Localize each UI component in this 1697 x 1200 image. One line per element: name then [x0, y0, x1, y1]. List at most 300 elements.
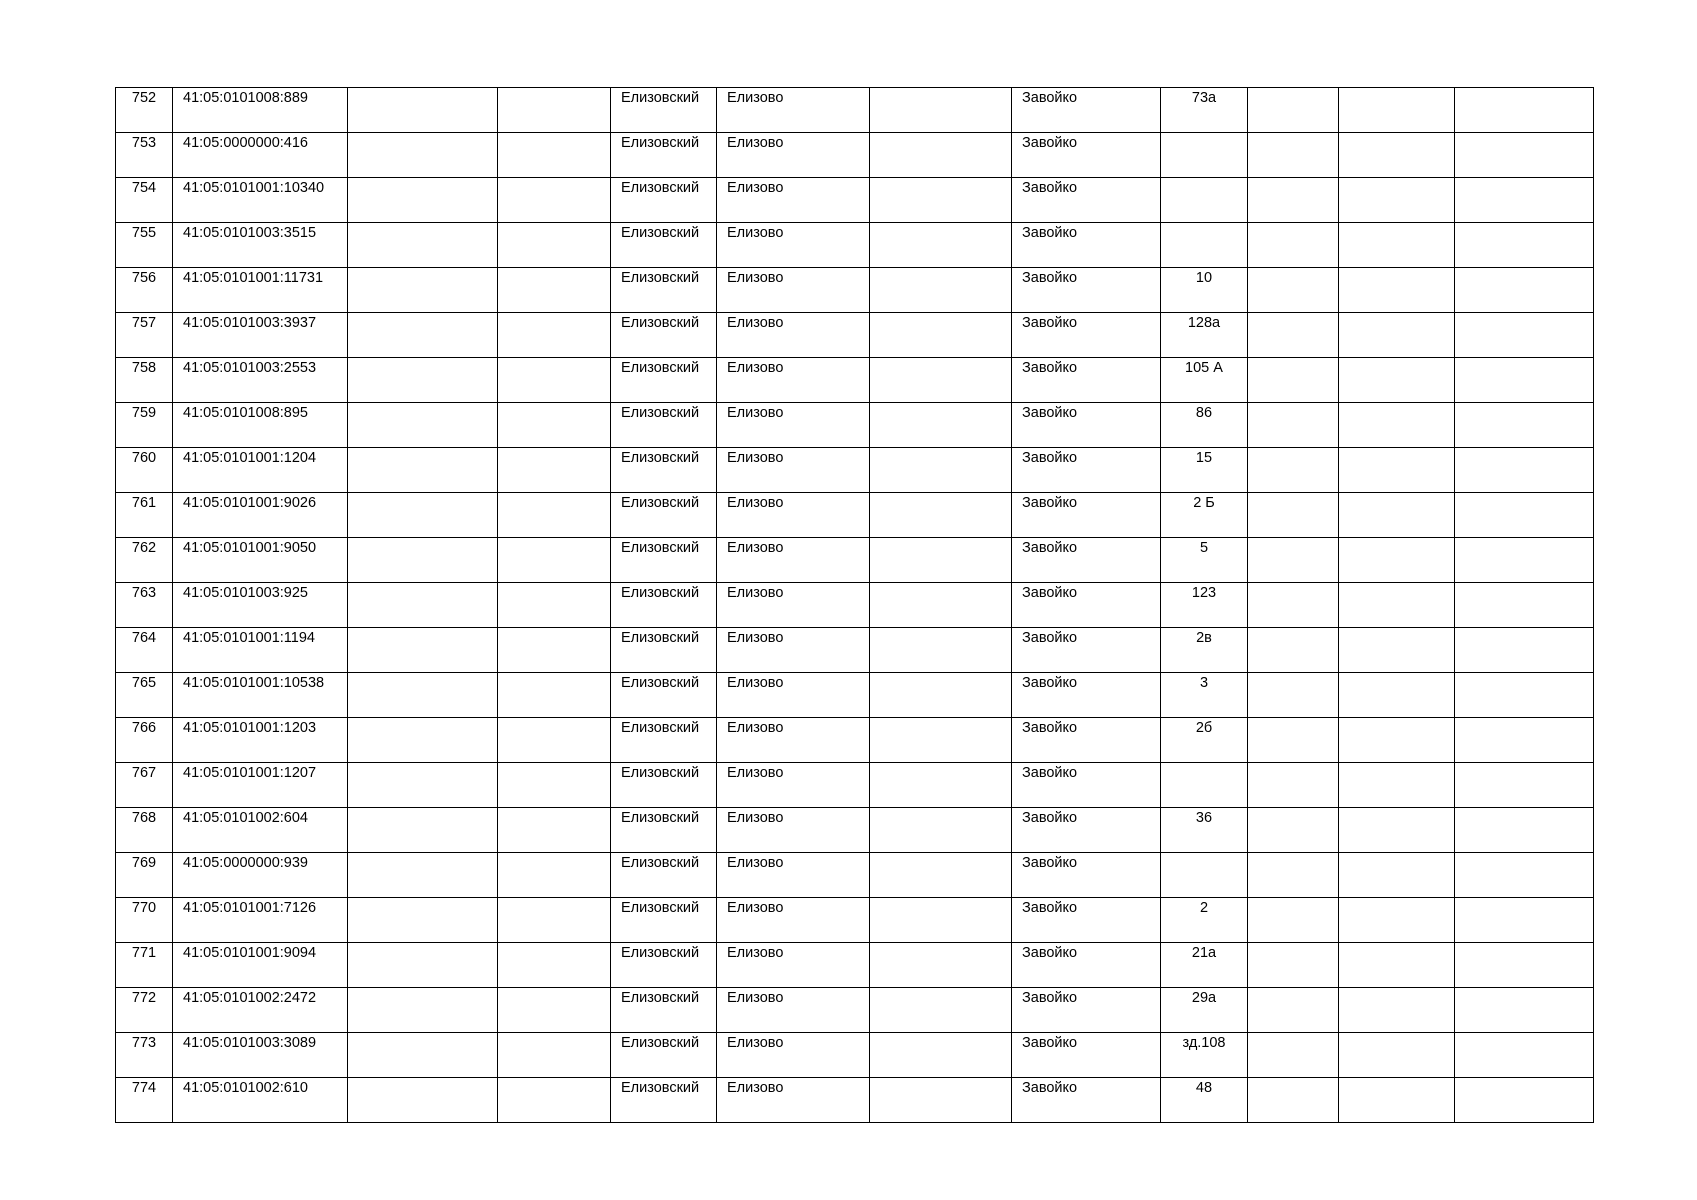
- empty-cell: [1248, 178, 1339, 223]
- empty-cell: [1248, 673, 1339, 718]
- town-cell: Елизово: [717, 628, 870, 673]
- town-cell: Елизово: [717, 178, 870, 223]
- cadastral-number-cell: 41:05:0101001:7126: [173, 898, 348, 943]
- cadastral-number-cell: 41:05:0101001:9026: [173, 493, 348, 538]
- empty-cell: [1248, 403, 1339, 448]
- town-cell: Елизово: [717, 583, 870, 628]
- house-number-cell: 105 А: [1161, 358, 1248, 403]
- row-number-cell: 770: [116, 898, 173, 943]
- empty-cell: [498, 763, 611, 808]
- district-cell: Елизовский: [611, 538, 717, 583]
- empty-cell: [1248, 988, 1339, 1033]
- street-cell: Завойко: [1012, 268, 1161, 313]
- empty-cell: [1339, 763, 1455, 808]
- empty-cell: [348, 853, 498, 898]
- town-cell: Елизово: [717, 448, 870, 493]
- house-number-cell: 21а: [1161, 943, 1248, 988]
- table-row: [116, 313, 1594, 358]
- empty-cell: [1455, 403, 1594, 448]
- empty-cell: [870, 853, 1012, 898]
- row-number-cell: 766: [116, 718, 173, 763]
- cadastral-number-cell: 41:05:0000000:939: [173, 853, 348, 898]
- house-number-cell: 2: [1161, 898, 1248, 943]
- table-row: [116, 763, 1594, 808]
- town-cell: Елизово: [717, 88, 870, 133]
- empty-cell: [870, 673, 1012, 718]
- empty-cell: [348, 763, 498, 808]
- table-row: [116, 1078, 1594, 1123]
- empty-cell: [1339, 1033, 1455, 1078]
- empty-cell: [870, 583, 1012, 628]
- empty-cell: [1455, 538, 1594, 583]
- district-cell: Елизовский: [611, 718, 717, 763]
- house-number-cell: [1161, 763, 1248, 808]
- town-cell: Елизово: [717, 808, 870, 853]
- empty-cell: [498, 178, 611, 223]
- street-cell: Завойко: [1012, 718, 1161, 763]
- empty-cell: [1248, 358, 1339, 403]
- cadastral-number-cell: 41:05:0101001:9094: [173, 943, 348, 988]
- house-number-cell: [1161, 178, 1248, 223]
- district-cell: Елизовский: [611, 808, 717, 853]
- house-number-cell: 10: [1161, 268, 1248, 313]
- district-cell: Елизовский: [611, 583, 717, 628]
- row-number-cell: 763: [116, 583, 173, 628]
- town-cell: Елизово: [717, 358, 870, 403]
- empty-cell: [1455, 313, 1594, 358]
- empty-cell: [870, 943, 1012, 988]
- table-row: [116, 178, 1594, 223]
- table-row: [116, 358, 1594, 403]
- empty-cell: [1339, 718, 1455, 763]
- empty-cell: [348, 808, 498, 853]
- house-number-cell: 2б: [1161, 718, 1248, 763]
- house-number-cell: 128а: [1161, 313, 1248, 358]
- empty-cell: [498, 988, 611, 1033]
- street-cell: Завойко: [1012, 403, 1161, 448]
- registry-table-body: [116, 88, 1594, 1123]
- table-row: [116, 223, 1594, 268]
- table-row: [116, 583, 1594, 628]
- district-cell: Елизовский: [611, 358, 717, 403]
- empty-cell: [1248, 943, 1339, 988]
- empty-cell: [1339, 628, 1455, 673]
- cadastral-number-cell: 41:05:0101003:925: [173, 583, 348, 628]
- empty-cell: [1248, 583, 1339, 628]
- town-cell: Елизово: [717, 763, 870, 808]
- empty-cell: [1455, 628, 1594, 673]
- empty-cell: [1248, 898, 1339, 943]
- district-cell: Елизовский: [611, 133, 717, 178]
- empty-cell: [348, 718, 498, 763]
- street-cell: Завойко: [1012, 763, 1161, 808]
- cadastral-number-cell: 41:05:0101001:10538: [173, 673, 348, 718]
- empty-cell: [870, 718, 1012, 763]
- empty-cell: [1339, 403, 1455, 448]
- table-row: [116, 718, 1594, 763]
- empty-cell: [498, 1033, 611, 1078]
- table-row: [116, 403, 1594, 448]
- district-cell: Елизовский: [611, 493, 717, 538]
- empty-cell: [1339, 268, 1455, 313]
- district-cell: Елизовский: [611, 1078, 717, 1123]
- district-cell: Елизовский: [611, 313, 717, 358]
- cadastral-number-cell: 41:05:0101001:1194: [173, 628, 348, 673]
- district-cell: Елизовский: [611, 88, 717, 133]
- empty-cell: [348, 88, 498, 133]
- cadastral-number-cell: 41:05:0101002:604: [173, 808, 348, 853]
- town-cell: Елизово: [717, 853, 870, 898]
- row-number-cell: 758: [116, 358, 173, 403]
- district-cell: Елизовский: [611, 178, 717, 223]
- empty-cell: [498, 448, 611, 493]
- house-number-cell: 123: [1161, 583, 1248, 628]
- empty-cell: [870, 313, 1012, 358]
- cadastral-number-cell: 41:05:0000000:416: [173, 133, 348, 178]
- empty-cell: [348, 943, 498, 988]
- empty-cell: [1248, 448, 1339, 493]
- empty-cell: [498, 718, 611, 763]
- empty-cell: [1248, 718, 1339, 763]
- district-cell: Елизовский: [611, 898, 717, 943]
- empty-cell: [1248, 763, 1339, 808]
- street-cell: Завойко: [1012, 133, 1161, 178]
- cadastral-number-cell: 41:05:0101003:3089: [173, 1033, 348, 1078]
- empty-cell: [1339, 673, 1455, 718]
- empty-cell: [1339, 538, 1455, 583]
- table-row: [116, 673, 1594, 718]
- empty-cell: [498, 358, 611, 403]
- table-row: [116, 808, 1594, 853]
- table-row: [116, 853, 1594, 898]
- empty-cell: [1248, 88, 1339, 133]
- table-row: [116, 943, 1594, 988]
- cadastral-number-cell: 41:05:0101001:1207: [173, 763, 348, 808]
- empty-cell: [1339, 583, 1455, 628]
- town-cell: Елизово: [717, 898, 870, 943]
- town-cell: Елизово: [717, 943, 870, 988]
- empty-cell: [1339, 988, 1455, 1033]
- empty-cell: [870, 403, 1012, 448]
- town-cell: Елизово: [717, 403, 870, 448]
- house-number-cell: 15: [1161, 448, 1248, 493]
- empty-cell: [1248, 1078, 1339, 1123]
- empty-cell: [498, 493, 611, 538]
- empty-cell: [1339, 313, 1455, 358]
- empty-cell: [1455, 1033, 1594, 1078]
- cadastral-number-cell: 41:05:0101001:1203: [173, 718, 348, 763]
- empty-cell: [1455, 898, 1594, 943]
- town-cell: Елизово: [717, 718, 870, 763]
- empty-cell: [1248, 493, 1339, 538]
- empty-cell: [1455, 673, 1594, 718]
- street-cell: Завойко: [1012, 943, 1161, 988]
- street-cell: Завойко: [1012, 898, 1161, 943]
- row-number-cell: 768: [116, 808, 173, 853]
- town-cell: Елизово: [717, 988, 870, 1033]
- cadastral-number-cell: 41:05:0101003:3515: [173, 223, 348, 268]
- house-number-cell: 5: [1161, 538, 1248, 583]
- empty-cell: [1455, 763, 1594, 808]
- empty-cell: [1339, 808, 1455, 853]
- empty-cell: [498, 583, 611, 628]
- house-number-cell: 36: [1161, 808, 1248, 853]
- empty-cell: [348, 898, 498, 943]
- row-number-cell: 764: [116, 628, 173, 673]
- empty-cell: [1248, 853, 1339, 898]
- street-cell: Завойко: [1012, 628, 1161, 673]
- house-number-cell: [1161, 133, 1248, 178]
- empty-cell: [498, 808, 611, 853]
- empty-cell: [1339, 133, 1455, 178]
- cadastral-number-cell: 41:05:0101001:1204: [173, 448, 348, 493]
- table-row: [116, 1033, 1594, 1078]
- empty-cell: [1339, 448, 1455, 493]
- empty-cell: [348, 403, 498, 448]
- row-number-cell: 760: [116, 448, 173, 493]
- empty-cell: [1455, 88, 1594, 133]
- empty-cell: [498, 268, 611, 313]
- table-row: [116, 448, 1594, 493]
- empty-cell: [498, 943, 611, 988]
- empty-cell: [498, 88, 611, 133]
- empty-cell: [1339, 853, 1455, 898]
- empty-cell: [1455, 808, 1594, 853]
- table-row: [116, 88, 1594, 133]
- empty-cell: [348, 448, 498, 493]
- empty-cell: [1455, 133, 1594, 178]
- house-number-cell: 86: [1161, 403, 1248, 448]
- empty-cell: [870, 1033, 1012, 1078]
- empty-cell: [1248, 808, 1339, 853]
- district-cell: Елизовский: [611, 1033, 717, 1078]
- cadastral-number-cell: 41:05:0101002:610: [173, 1078, 348, 1123]
- street-cell: Завойко: [1012, 808, 1161, 853]
- empty-cell: [1455, 358, 1594, 403]
- empty-cell: [348, 673, 498, 718]
- street-cell: Завойко: [1012, 583, 1161, 628]
- house-number-cell: [1161, 223, 1248, 268]
- empty-cell: [1248, 628, 1339, 673]
- cadastral-number-cell: 41:05:0101002:2472: [173, 988, 348, 1033]
- registry-table: [115, 87, 1594, 1123]
- empty-cell: [498, 1078, 611, 1123]
- table-row: [116, 898, 1594, 943]
- house-number-cell: 48: [1161, 1078, 1248, 1123]
- empty-cell: [348, 628, 498, 673]
- table-row: [116, 493, 1594, 538]
- cadastral-number-cell: 41:05:0101003:2553: [173, 358, 348, 403]
- town-cell: Елизово: [717, 313, 870, 358]
- row-number-cell: 756: [116, 268, 173, 313]
- row-number-cell: 772: [116, 988, 173, 1033]
- house-number-cell: 3: [1161, 673, 1248, 718]
- street-cell: Завойко: [1012, 178, 1161, 223]
- street-cell: Завойко: [1012, 223, 1161, 268]
- empty-cell: [1455, 943, 1594, 988]
- empty-cell: [498, 403, 611, 448]
- row-number-cell: 761: [116, 493, 173, 538]
- street-cell: Завойко: [1012, 358, 1161, 403]
- district-cell: Елизовский: [611, 628, 717, 673]
- empty-cell: [1455, 223, 1594, 268]
- town-cell: Елизово: [717, 538, 870, 583]
- empty-cell: [1248, 223, 1339, 268]
- empty-cell: [348, 988, 498, 1033]
- row-number-cell: 767: [116, 763, 173, 808]
- empty-cell: [1455, 718, 1594, 763]
- row-number-cell: 753: [116, 133, 173, 178]
- empty-cell: [1339, 898, 1455, 943]
- empty-cell: [1455, 1078, 1594, 1123]
- house-number-cell: 2 Б: [1161, 493, 1248, 538]
- district-cell: Елизовский: [611, 673, 717, 718]
- street-cell: Завойко: [1012, 1033, 1161, 1078]
- empty-cell: [348, 358, 498, 403]
- empty-cell: [348, 313, 498, 358]
- town-cell: Елизово: [717, 223, 870, 268]
- empty-cell: [498, 133, 611, 178]
- table-row: [116, 268, 1594, 313]
- table-row: [116, 628, 1594, 673]
- empty-cell: [870, 898, 1012, 943]
- empty-cell: [1248, 268, 1339, 313]
- empty-cell: [1248, 133, 1339, 178]
- cadastral-number-cell: 41:05:0101001:9050: [173, 538, 348, 583]
- empty-cell: [870, 223, 1012, 268]
- empty-cell: [348, 178, 498, 223]
- table-row: [116, 538, 1594, 583]
- street-cell: Завойко: [1012, 853, 1161, 898]
- empty-cell: [1339, 358, 1455, 403]
- street-cell: Завойко: [1012, 988, 1161, 1033]
- house-number-cell: зд.108: [1161, 1033, 1248, 1078]
- row-number-cell: 757: [116, 313, 173, 358]
- empty-cell: [1248, 538, 1339, 583]
- empty-cell: [1455, 178, 1594, 223]
- district-cell: Елизовский: [611, 988, 717, 1033]
- empty-cell: [870, 988, 1012, 1033]
- street-cell: Завойко: [1012, 1078, 1161, 1123]
- street-cell: Завойко: [1012, 448, 1161, 493]
- empty-cell: [1339, 223, 1455, 268]
- empty-cell: [1339, 493, 1455, 538]
- empty-cell: [1455, 448, 1594, 493]
- empty-cell: [870, 1078, 1012, 1123]
- row-number-cell: 774: [116, 1078, 173, 1123]
- cadastral-number-cell: 41:05:0101003:3937: [173, 313, 348, 358]
- row-number-cell: 762: [116, 538, 173, 583]
- empty-cell: [870, 178, 1012, 223]
- town-cell: Елизово: [717, 133, 870, 178]
- empty-cell: [348, 493, 498, 538]
- row-number-cell: 754: [116, 178, 173, 223]
- house-number-cell: 29а: [1161, 988, 1248, 1033]
- empty-cell: [348, 1078, 498, 1123]
- empty-cell: [348, 1033, 498, 1078]
- row-number-cell: 752: [116, 88, 173, 133]
- cadastral-number-cell: 41:05:0101008:895: [173, 403, 348, 448]
- empty-cell: [870, 268, 1012, 313]
- district-cell: Елизовский: [611, 223, 717, 268]
- empty-cell: [870, 628, 1012, 673]
- empty-cell: [1455, 988, 1594, 1033]
- empty-cell: [1455, 583, 1594, 628]
- town-cell: Елизово: [717, 1078, 870, 1123]
- street-cell: Завойко: [1012, 493, 1161, 538]
- town-cell: Елизово: [717, 1033, 870, 1078]
- street-cell: Завойко: [1012, 673, 1161, 718]
- row-number-cell: 765: [116, 673, 173, 718]
- cadastral-number-cell: 41:05:0101001:11731: [173, 268, 348, 313]
- house-number-cell: [1161, 853, 1248, 898]
- empty-cell: [348, 538, 498, 583]
- empty-cell: [870, 448, 1012, 493]
- cadastral-number-cell: 41:05:0101001:10340: [173, 178, 348, 223]
- street-cell: Завойко: [1012, 313, 1161, 358]
- town-cell: Елизово: [717, 493, 870, 538]
- house-number-cell: 73а: [1161, 88, 1248, 133]
- empty-cell: [1339, 943, 1455, 988]
- empty-cell: [1339, 178, 1455, 223]
- street-cell: Завойко: [1012, 538, 1161, 583]
- row-number-cell: 769: [116, 853, 173, 898]
- empty-cell: [1339, 1078, 1455, 1123]
- district-cell: Елизовский: [611, 403, 717, 448]
- row-number-cell: 773: [116, 1033, 173, 1078]
- district-cell: Елизовский: [611, 853, 717, 898]
- empty-cell: [870, 493, 1012, 538]
- empty-cell: [1248, 313, 1339, 358]
- cadastral-number-cell: 41:05:0101008:889: [173, 88, 348, 133]
- empty-cell: [498, 313, 611, 358]
- empty-cell: [1339, 88, 1455, 133]
- district-cell: Елизовский: [611, 448, 717, 493]
- empty-cell: [498, 223, 611, 268]
- district-cell: Елизовский: [611, 763, 717, 808]
- house-number-cell: 2в: [1161, 628, 1248, 673]
- empty-cell: [1455, 268, 1594, 313]
- row-number-cell: 759: [116, 403, 173, 448]
- empty-cell: [870, 763, 1012, 808]
- table-row: [116, 133, 1594, 178]
- empty-cell: [870, 808, 1012, 853]
- street-cell: Завойко: [1012, 88, 1161, 133]
- empty-cell: [498, 628, 611, 673]
- empty-cell: [498, 898, 611, 943]
- empty-cell: [348, 583, 498, 628]
- empty-cell: [498, 673, 611, 718]
- empty-cell: [498, 853, 611, 898]
- empty-cell: [870, 88, 1012, 133]
- empty-cell: [498, 538, 611, 583]
- table-row: [116, 988, 1594, 1033]
- empty-cell: [348, 223, 498, 268]
- empty-cell: [348, 268, 498, 313]
- row-number-cell: 771: [116, 943, 173, 988]
- empty-cell: [870, 358, 1012, 403]
- row-number-cell: 755: [116, 223, 173, 268]
- empty-cell: [1455, 853, 1594, 898]
- district-cell: Елизовский: [611, 268, 717, 313]
- empty-cell: [1248, 1033, 1339, 1078]
- town-cell: Елизово: [717, 268, 870, 313]
- empty-cell: [870, 538, 1012, 583]
- empty-cell: [348, 133, 498, 178]
- empty-cell: [870, 133, 1012, 178]
- town-cell: Елизово: [717, 673, 870, 718]
- empty-cell: [1455, 493, 1594, 538]
